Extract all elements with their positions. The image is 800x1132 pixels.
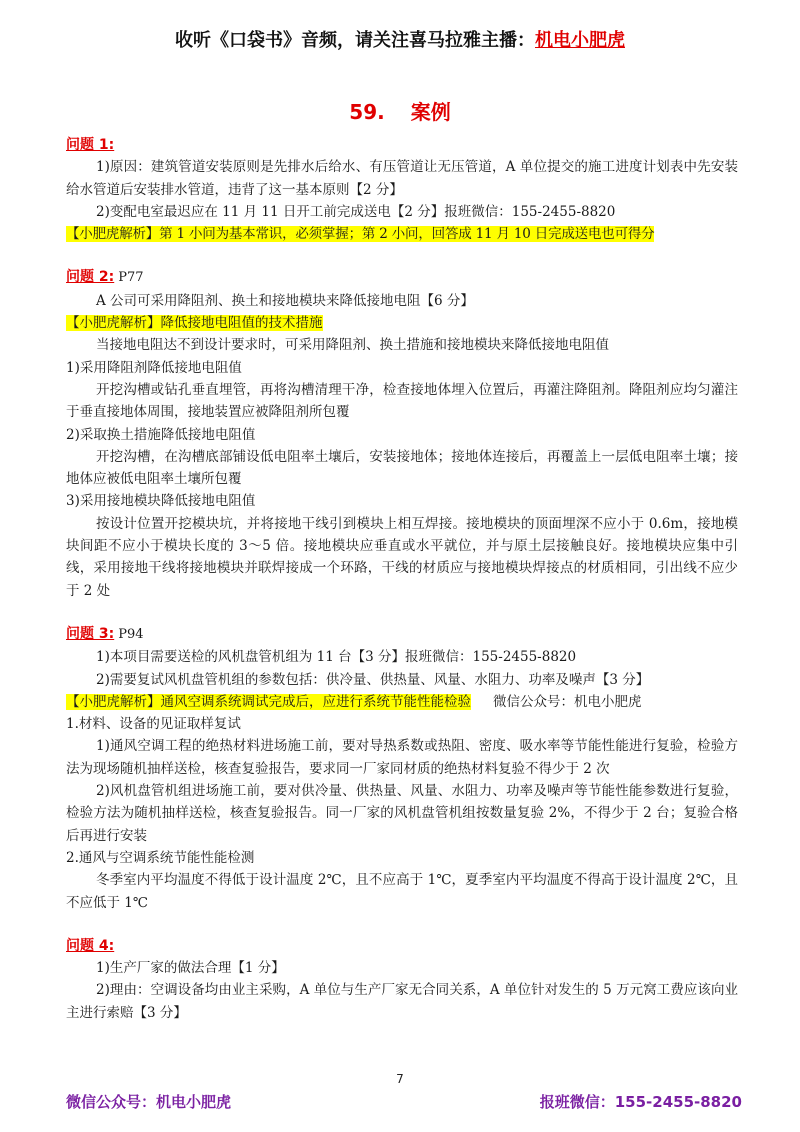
q2-page-ref: P77 bbox=[118, 270, 144, 286]
question-1 bbox=[66, 134, 738, 245]
question-2 bbox=[66, 266, 738, 601]
q2-analysis: 【小肥虎解析】降低接地电阻值的技术措施 bbox=[66, 315, 323, 332]
case-title: 案例 bbox=[410, 100, 451, 124]
q3-analysis: 【小肥虎解析】通风空调系统调试完成后，应进行系统节能性能检验 bbox=[66, 693, 471, 710]
q2-intro: 当接地电阻达不到设计要求时，可采用降阻剂、换土措施和接地模块来降低接地电阻值 bbox=[96, 337, 609, 354]
q3-section-2-text: 冬季室内平均温度不得低于设计温度 2℃，且不应高于 1℃，夏季室内平均温度不得高于设计温度 2℃，且不应低于 1℃ bbox=[66, 872, 738, 911]
q1-analysis: 【小肥虎解析】第 1 小问为基本常识，必须掌握；第 2 小问，回答成 11 月 10 日完成送电也可得分 bbox=[66, 226, 655, 243]
q3-wechat-note: 微信公众号：机电小肥虎 bbox=[493, 693, 642, 710]
q3-section-1-para-2: 2)风机盘管机组进场施工前，要对供冷量、供热量、风量、水阻力、功率及噪声等节能性能参数进行复验，检验方法为随机抽样送检，核查复验报告。同一厂家的风机盘管机组按数量复验 2%，不得少于 2 台；复验合格后再进行安装 bbox=[66, 783, 738, 844]
q4-answer-2: 2)理由：空调设备均由业主采购，A 单位与生产厂家无合同关系，A 单位针对发生的 5 万元窝工费应该向业主进行索赔【3 分】 bbox=[66, 982, 738, 1021]
case-content bbox=[66, 134, 738, 1024]
q3-section-2-title: 2.通风与空调系统节能性能检测 bbox=[66, 849, 255, 866]
q3-page-ref: P94 bbox=[118, 626, 144, 642]
q2-method-3-text: 按设计位置开挖模块坑，并将接地干线引到模块上相互焊接。接地模块的顶面埋深不应小于 0.6m，接地模块间距不应小于模块长度的 3～5 倍。接地模块应垂直或水平就位，并与原土层接触良好。接地模块应集中引线，采用接地干线将接地模块并联焊接成一个环路，干线的材质应与接地模块焊接点的材质相同，引出线不应少于 2 处 bbox=[66, 515, 738, 599]
page-header bbox=[0, 26, 800, 52]
q4-heading: 问题 4: bbox=[66, 937, 115, 954]
q2-method-1-text: 开挖沟槽或钻孔垂直埋管，再将沟槽清理干净，检查接地体埋入位置后，再灌注降阻剂。降阻剂应均匀灌注于垂直接地体周围，接地装置应被降阻剂所包覆 bbox=[66, 381, 738, 421]
footer-enroll-wechat: 报班微信：155-2455-8820 bbox=[539, 1093, 742, 1111]
q3-section-1-title: 1.材料、设备的见证取样复试 bbox=[66, 716, 241, 733]
page-number: 7 bbox=[396, 1072, 404, 1086]
q3-answer-1: 1)本项目需要送检的风机盘管机组为 11 台【3 分】报班微信：155-2455-8820 bbox=[96, 649, 577, 666]
q2-method-2-text: 开挖沟槽，在沟槽底部铺设低电阻率土壤后，安装接地体；接地体连接后，再覆盖上一层低电阻率土壤；接地体应被低电阻率土壤所包覆 bbox=[66, 448, 738, 488]
q2-answer: A 公司可采用降阻剂、换土和接地模块来降低接地电阻【6 分】 bbox=[96, 292, 474, 309]
q2-method-3-title: 3)采用接地模块降低接地电阻值 bbox=[66, 493, 256, 510]
footer-wechat-account: 微信公众号：机电小肥虎 bbox=[66, 1093, 232, 1111]
header-prefix: 收听《口袋书》音频，请关注喜马拉雅主播： bbox=[175, 30, 535, 51]
question-4 bbox=[66, 935, 738, 1024]
q2-method-2-title: 2)采取换土措施降低接地电阻值 bbox=[66, 426, 256, 443]
q3-answer-2: 2)需要复试风机盘管机组的参数包括：供冷量、供热量、风量、水阻力、功率及噪声【3 分】 bbox=[96, 671, 650, 688]
q1-answer-1: 1)原因：建筑管道安装原则是先排水后给水、有压管道让无压管道，A 单位提交的施工进度计划表中先安装给水管道后安装排水管道，违背了这一基本原则【2 分】 bbox=[66, 159, 738, 198]
q2-heading: 问题 2: bbox=[66, 269, 115, 286]
q3-heading: 问题 3: bbox=[66, 625, 115, 642]
question-3 bbox=[66, 623, 738, 914]
q4-answer-1: 1)生产厂家的做法合理【1 分】 bbox=[96, 960, 285, 977]
q1-heading: 问题 1: bbox=[66, 137, 115, 153]
page-title bbox=[0, 96, 800, 125]
q2-method-1-title: 1)采用降阻剂降低接地电阻值 bbox=[66, 359, 242, 376]
q1-answer-2: 2)变配电室最迟应在 11 月 11 日开工前完成送电【2 分】报班微信：155-2455-8820 bbox=[96, 203, 616, 220]
case-number: 59. bbox=[349, 100, 385, 124]
header-brand-link[interactable]: 机电小肥虎 bbox=[535, 30, 625, 51]
q3-section-1-para-1: 1)通风空调工程的绝热材料进场施工前，要对导热系数或热阻、密度、吸水率等节能性能进行复验，检验方法为现场随机抽样送检，核查复验报告，要求同一厂家同材质的绝热材料复验不得少于 2 次 bbox=[66, 738, 738, 777]
